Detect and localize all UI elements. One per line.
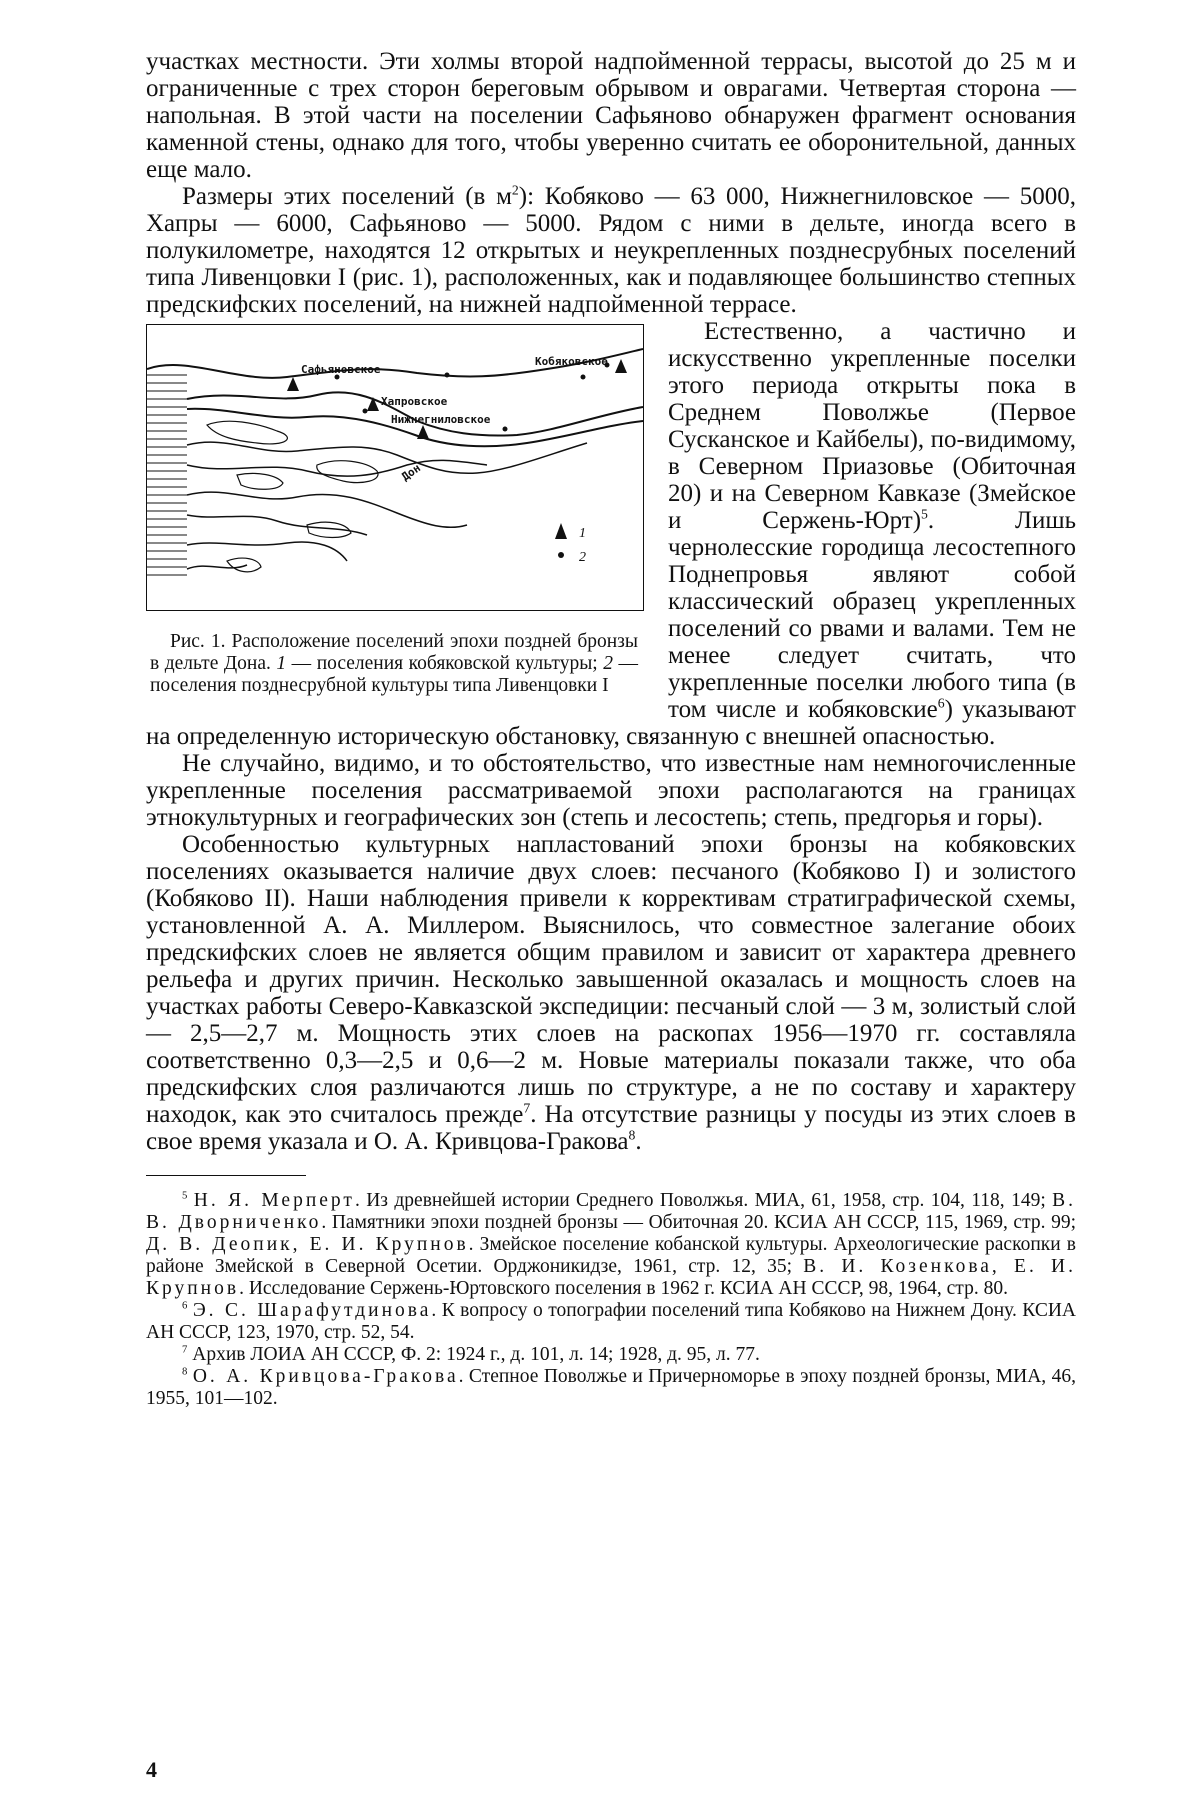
legend-label-2: 2 (579, 550, 586, 565)
page-content (146, 48, 1076, 1410)
footnote-5: $^5$ Н. Я. Мерперт. Из древнейшей истории Среднего Поволжья. МИА, 61, 1958, стр. 104, 118, 149; В. В. Дворниченко. Памятники эпохи поздней бронзы — Обиточная 20. КСИА АН СССР, 115, 1969, стр. 99; Д. В. Деопик, Е. И. Крупнов. Змейское поселение кобанской культуры. Археологические раскопки в районе Змейской в Северной Осетии. Орджоникидзе, 1961, стр. 12, 35; В. И. Козенкова, Е. И. Крупнов. Исследование Сержень-Юртовского поселения в 1962 г. КСИА АН СССР, 98, 1964, стр. 80. (146, 1189, 1077, 1299)
legend-dot (558, 552, 564, 558)
livencovka-dot-3 (581, 375, 586, 380)
paragraph-1: участках местности. Эти холмы второй надпойменной террасы, высотой до 25 м и ограниченные с трех сторон береговым обрывом и оврагами. Четвертая сторона — напольная. В этой части на поселении Сафьяново обнаружен фрагмент основания каменной стены, однако для того, чтобы уверенно считать ее оборонительной, данных еще мало. (146, 48, 1076, 183)
map-drawing (147, 325, 643, 610)
label-don: Дон (399, 461, 424, 484)
nizhnegnilovskoe-marker (417, 425, 429, 439)
kobyakovskoe-marker (615, 359, 627, 373)
figure-1 (146, 324, 646, 697)
footnote-divider (146, 1175, 306, 1176)
footnote-8: $^8$ О. А. Кривцова-Гракова. Степное Поволжье и Причерноморье в эпоху поздней бронзы, МИА, 46, 1955, 101—102. (146, 1365, 1076, 1409)
legend-label-1: 1 (579, 526, 586, 541)
page-number: 4 (146, 1757, 157, 1782)
island-1 (207, 421, 287, 444)
island-2 (317, 461, 378, 483)
livencovka-dot-2 (503, 427, 508, 432)
footnote-7: $^7$ Архив ЛОИА АН СССР, Ф. 2: 1924 г., д. 101, л. 14; 1928, д. 95, л. 77. (182, 1343, 760, 1365)
legend-triangle (555, 523, 567, 539)
paragraph-4: Не случайно, видимо, и то обстоятельство, что известные нам немногочисленные укрепленные поселения рассматриваемой эпохи располагаются на границах этнокультурных и географических зон (степь и лесостепь; степь, предгорья и горы). (146, 750, 1076, 831)
island-5 (227, 558, 261, 572)
paragraph-5: Особенностью культурных напластований эпохи бронзы на кобяковских поселениях оказывается наличие двух слоев: песчаного (Кобяково I) и золистого (Кобяково II). Наши наблюдения привели к коррективам стратиграфической схемы, установленной А. А. Миллером. Выяснилось, что совместное залегание обоих предскифских слоев не является общим правилом и зависит от характера древнего рельефа и других причин. Несколько завышенной оказалась и мощность слоев на участках работы Северо-Кавказской экспедиции: песчаный слой — 3 м, золистый слой — 2,5—2,7 м. Мощность этих слоев на раскопах 1956—1970 гг. составляла соответственно 0,3—2,5 и 0,6—2 м. Новые материалы показали также, что оба предскифских слоя различаются лишь по структуре, а не по составу и характеру находок, как это считалось прежде$^7$. На отсутствие разницы у посуды из этих слоев в свое время указала и О. А. Кривцова-Гракова$^8$. (146, 831, 1076, 1155)
island-3 (237, 473, 283, 489)
hatch-lines (147, 375, 187, 575)
label-khaprovskoe: Хапровское (381, 395, 448, 408)
channel-4 (187, 460, 487, 476)
label-nizhnegnilovskoe: Нижнегниловское (391, 413, 491, 426)
paragraph-3: Естественно, а частично и искусственно укрепленные поселки этого периода открыты пока в Среднем Поволжье (Первое Сусканское и Кайбелы), по-видимому, в Северном Приазовье (Обиточная 20) и на Северном Кавказе (Змейское и Сержень-Юрт)$^5$. Лишь чернолесские городища лесостепного Поднепровья являют собой классический образец укрепленных поселений со рвами и валами. Тем не менее следует считать, что укрепленные поселки любого типа (в том числе и кобяковские$^6$) указывают на определенную историческую обстановку, связанную с внешней опасностью. (146, 318, 1076, 750)
channel-8 (187, 565, 247, 569)
safyanovskoe-marker (287, 377, 299, 391)
channel-6 (187, 515, 367, 535)
footnote-6: $^6$ Э. С. Шарафутдинова. К вопросу о топографии поселений типа Кобяково на Нижнем Дону. КСИА АН СССР, 123, 1970, стр. 52, 54. (146, 1299, 1076, 1343)
livencovka-dot-1 (363, 409, 368, 414)
don-delta-map (146, 324, 644, 611)
figure-caption: Рис. 1. Расположение поселений эпохи поздней бронзы в дельте Дона. 1 — поселения кобяковской культуры; 2 — поселения позднесрубной культуры типа Ливенцовки I (150, 631, 638, 696)
label-kobyakovskoe: Кобяковское (535, 355, 608, 368)
label-safyanovskoe: Сафьяновское (301, 363, 381, 376)
khaprovskoe-marker (367, 397, 379, 411)
paragraph-2: Размеры этих поселений (в $м^2$): Кобяково — 63 000, Нижнегниловское — 5000, Хапры — 6000, Сафьяново — 5000. Рядом с ними в дельте, иногда всего в полукилометре, находятся 12 открытых и неукрепленных позднесрубных поселений типа Ливенцовки I (рис. 1), расположенных, как и подавляющее большинство степных предскифских поселений, на нижней надпойменной террасе. (146, 182, 1076, 318)
channel-7 (187, 542, 347, 561)
livencovka-dot-6 (445, 373, 450, 378)
